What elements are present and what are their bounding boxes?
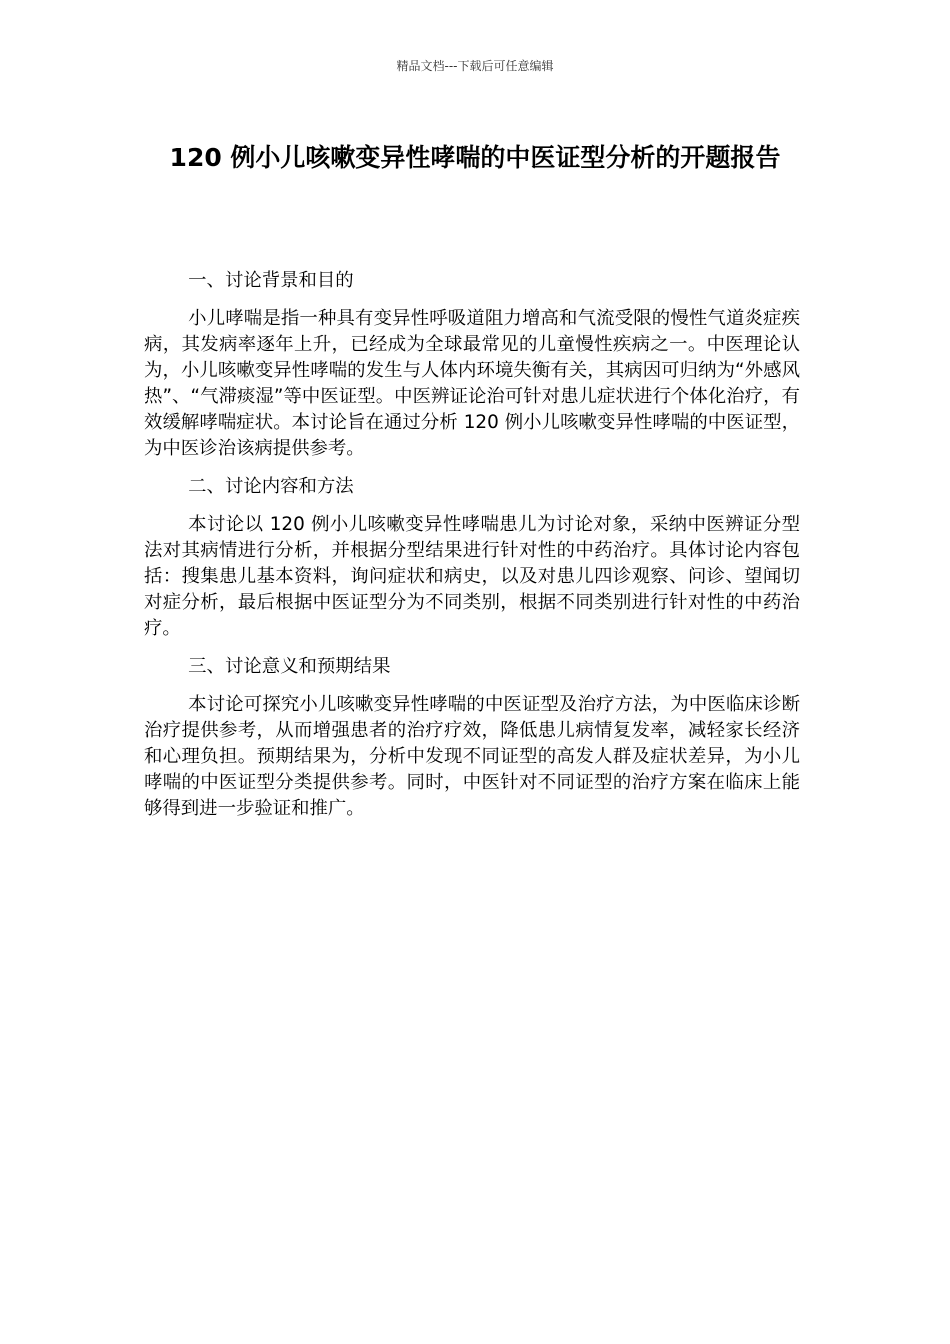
section-paragraph: 本讨论以 120 例小儿咳嗽变异性哮喘患儿为讨论对象，采纳中医辨证分型法对其病情进行分析，并根据分型结果进行针对性的中药治疗。具体讨论内容包括：搜集患儿基本资料，询问症状和病史，以及对患儿四诊观察、问诊、望闻切对症分析，最后根据中医证型分为不同类别，根据不同类别进行针对性的中药治疗。 xyxy=(144,514,800,639)
section-significance xyxy=(144,654,800,822)
section-heading: 二、讨论内容和方法 xyxy=(188,476,354,497)
document-title: 120 例小儿咳嗽变异性哮喘的中医证型分析的开题报告 xyxy=(169,143,781,172)
header-note: 精品文档---下载后可任意编辑 xyxy=(396,59,554,73)
document-body xyxy=(144,268,800,834)
section-paragraph: 本讨论可探究小儿咳嗽变异性哮喘的中医证型及治疗方法，为中医临床诊断治疗提供参考，从而增强患者的治疗疗效，降低患儿病情复发率，减轻家长经济和心理负担。预期结果为，分析中发现不同证型的高发人群及症状差异，为小儿哮喘的中医证型分类提供参考。同时，中医针对不同证型的治疗方案在临床上能够得到进一步验证和推广。 xyxy=(144,694,800,819)
section-content-method xyxy=(144,474,800,642)
section-paragraph: 小儿哮喘是指一种具有变异性呼吸道阻力增高和气流受限的慢性气道炎症疾病，其发病率逐年上升，已经成为全球最常见的儿童慢性疾病之一。中医理论认为，小儿咳嗽变异性哮喘的发生与人体内环境失衡有关，其病因可归纳为“外感风热”、“气滞痰湿”等中医证型。中医辨证论治可针对患儿症状进行个体化治疗，有效缓解哮喘症状。本讨论旨在通过分析 120 例小儿咳嗽变异性哮喘的中医证型，为中医诊治该病提供参考。 xyxy=(144,308,800,459)
section-background xyxy=(144,268,800,462)
section-heading: 三、讨论意义和预期结果 xyxy=(188,656,391,677)
section-heading: 一、讨论背景和目的 xyxy=(188,270,354,291)
